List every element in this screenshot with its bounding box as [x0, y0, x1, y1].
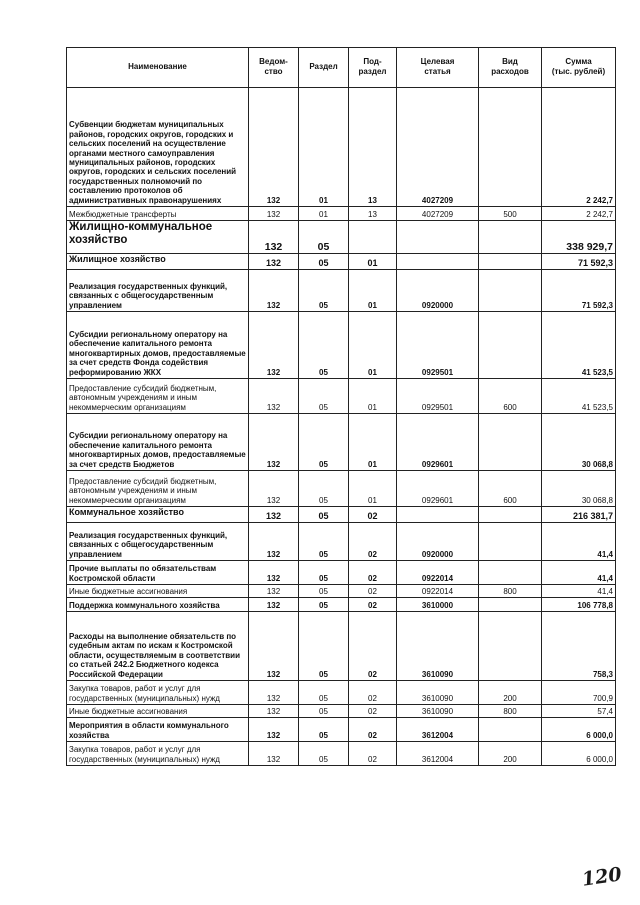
row-target: 3612004 [397, 718, 479, 742]
table-row [67, 598, 616, 612]
header-dept-line1: Ведом- [259, 57, 288, 66]
row-section: 01 [299, 88, 349, 207]
header-section: Раздел [299, 48, 349, 88]
row-section: 05 [299, 681, 349, 705]
row-amount: 700,9 [542, 681, 616, 705]
row-section: 01 [299, 207, 349, 221]
row-name: Жилищное хозяйство [67, 254, 249, 270]
row-name: Расходы на выполнение обязательств по судебным актам по искам к Костромской области, осуществляемым в соответствии со статьей 242.2 Бюджетного кодекса Российской Федерации [67, 612, 249, 681]
header-type [479, 48, 542, 88]
table-row [67, 561, 616, 585]
row-type [479, 88, 542, 207]
row-amount: 216 381,7 [542, 507, 616, 523]
row-target: 0929501 [397, 312, 479, 379]
row-type: 600 [479, 471, 542, 507]
table-row [67, 312, 616, 379]
row-dept: 132 [249, 612, 299, 681]
row-section: 05 [299, 471, 349, 507]
row-subsection: 02 [349, 598, 397, 612]
row-target: 0929601 [397, 414, 479, 471]
header-type-line2: расходов [491, 67, 529, 76]
header-dept-line2: ство [264, 67, 283, 76]
row-amount: 41,4 [542, 561, 616, 585]
table-row [67, 471, 616, 507]
table-row [67, 221, 616, 254]
row-dept: 132 [249, 221, 299, 254]
row-target: 3610090 [397, 681, 479, 705]
row-name: Субсидии региональному оператору на обеспечение капитального ремонта многоквартирных домов, предоставляемые за счет средств Фонда содействия реформированию ЖКХ [67, 312, 249, 379]
header-target-line1: Целевая [420, 57, 455, 66]
row-dept: 132 [249, 718, 299, 742]
row-amount: 6 000,0 [542, 742, 616, 766]
row-amount: 57,4 [542, 705, 616, 718]
header-subsection [349, 48, 397, 88]
row-target [397, 254, 479, 270]
table-row [67, 379, 616, 414]
row-name: Предоставление субсидий бюджетным, автономным учреждениям и иным некоммерческим организациям [67, 471, 249, 507]
row-amount: 30 068,8 [542, 471, 616, 507]
row-target: 0922014 [397, 561, 479, 585]
table-row [67, 681, 616, 705]
row-target: 3610090 [397, 705, 479, 718]
row-subsection: 02 [349, 561, 397, 585]
row-section: 05 [299, 598, 349, 612]
row-type: 200 [479, 681, 542, 705]
row-subsection: 02 [349, 718, 397, 742]
row-amount: 41,4 [542, 523, 616, 561]
row-target [397, 221, 479, 254]
table-row [67, 207, 616, 221]
budget-table [66, 47, 616, 766]
row-target [397, 507, 479, 523]
row-type: 600 [479, 379, 542, 414]
row-section: 05 [299, 585, 349, 598]
row-section: 05 [299, 312, 349, 379]
row-type [479, 561, 542, 585]
row-subsection: 01 [349, 379, 397, 414]
row-type [479, 718, 542, 742]
row-subsection: 01 [349, 414, 397, 471]
header-amount-line1: Сумма [565, 57, 592, 66]
row-type [479, 523, 542, 561]
row-section: 05 [299, 414, 349, 471]
row-dept: 132 [249, 254, 299, 270]
row-subsection: 02 [349, 612, 397, 681]
row-dept: 132 [249, 523, 299, 561]
row-dept: 132 [249, 507, 299, 523]
row-name: Иные бюджетные ассигнования [67, 705, 249, 718]
row-amount: 30 068,8 [542, 414, 616, 471]
row-section: 05 [299, 221, 349, 254]
row-dept: 132 [249, 742, 299, 766]
row-name: Закупка товаров, работ и услуг для государственных (муниципальных) нужд [67, 742, 249, 766]
row-section: 05 [299, 507, 349, 523]
row-type [479, 221, 542, 254]
table-row [67, 507, 616, 523]
row-amount: 41,4 [542, 585, 616, 598]
row-subsection: 02 [349, 681, 397, 705]
row-amount: 2 242,7 [542, 207, 616, 221]
header-name: Наименование [67, 48, 249, 88]
row-type [479, 270, 542, 312]
row-type [479, 507, 542, 523]
row-type: 500 [479, 207, 542, 221]
row-dept: 132 [249, 414, 299, 471]
row-name: Реализация государственных функций, связанных с общегосударственным управлением [67, 523, 249, 561]
table-row [67, 254, 616, 270]
row-target: 3612004 [397, 742, 479, 766]
row-dept: 132 [249, 207, 299, 221]
row-section: 05 [299, 379, 349, 414]
row-amount: 71 592,3 [542, 254, 616, 270]
row-amount: 2 242,7 [542, 88, 616, 207]
table-row [67, 742, 616, 766]
table-row [67, 705, 616, 718]
row-dept: 132 [249, 681, 299, 705]
table-row [67, 612, 616, 681]
header-dept [249, 48, 299, 88]
row-subsection: 13 [349, 207, 397, 221]
row-subsection [349, 221, 397, 254]
row-target: 0920000 [397, 523, 479, 561]
row-name: Иные бюджетные ассигнования [67, 585, 249, 598]
row-name: Предоставление субсидий бюджетным, автономным учреждениям и иным некоммерческим организациям [67, 379, 249, 414]
table-row [67, 414, 616, 471]
row-target: 0929501 [397, 379, 479, 414]
row-amount: 106 778,8 [542, 598, 616, 612]
row-name: Прочие выплаты по обязательствам Костромской области [67, 561, 249, 585]
row-type: 800 [479, 585, 542, 598]
row-dept: 132 [249, 379, 299, 414]
row-dept: 132 [249, 705, 299, 718]
row-section: 05 [299, 254, 349, 270]
row-target: 3610000 [397, 598, 479, 612]
row-amount: 758,3 [542, 612, 616, 681]
row-subsection: 01 [349, 270, 397, 312]
row-section: 05 [299, 612, 349, 681]
row-target: 4027209 [397, 88, 479, 207]
row-section: 05 [299, 718, 349, 742]
row-name: Закупка товаров, работ и услуг для государственных (муниципальных) нужд [67, 681, 249, 705]
row-target: 3610090 [397, 612, 479, 681]
header-subsection-line2: раздел [358, 67, 387, 76]
row-dept: 132 [249, 88, 299, 207]
row-section: 05 [299, 561, 349, 585]
row-amount: 71 592,3 [542, 270, 616, 312]
table-row [67, 523, 616, 561]
row-type: 800 [479, 705, 542, 718]
header-target-line2: статья [424, 67, 451, 76]
row-name: Коммунальное хозяйство [67, 507, 249, 523]
page-number: 120 [580, 863, 624, 891]
row-subsection: 13 [349, 88, 397, 207]
table-row [67, 88, 616, 207]
row-dept: 132 [249, 312, 299, 379]
row-dept: 132 [249, 598, 299, 612]
row-type [479, 598, 542, 612]
row-name: Субсидии региональному оператору на обеспечение капитального ремонта многоквартирных домов, предоставляемые за счет средств Бюджетов [67, 414, 249, 471]
row-amount: 6 000,0 [542, 718, 616, 742]
row-name: Мероприятия в области коммунального хозяйства [67, 718, 249, 742]
row-section: 05 [299, 742, 349, 766]
header-amount-line2: (тыс. рублей) [551, 67, 606, 76]
budget-sheet [66, 47, 615, 766]
row-target: 0920000 [397, 270, 479, 312]
row-section: 05 [299, 270, 349, 312]
header-target [397, 48, 479, 88]
table-header-row [67, 48, 616, 88]
row-subsection: 02 [349, 585, 397, 598]
row-subsection: 02 [349, 523, 397, 561]
table-row [67, 718, 616, 742]
row-section: 05 [299, 523, 349, 561]
row-subsection: 01 [349, 312, 397, 379]
row-amount: 41 523,5 [542, 379, 616, 414]
row-subsection: 02 [349, 742, 397, 766]
row-subsection: 02 [349, 507, 397, 523]
row-name: Поддержка коммунального хозяйства [67, 598, 249, 612]
header-amount [542, 48, 616, 88]
row-target: 4027209 [397, 207, 479, 221]
row-dept: 132 [249, 561, 299, 585]
row-type [479, 414, 542, 471]
row-type: 200 [479, 742, 542, 766]
row-type [479, 612, 542, 681]
row-target: 0929601 [397, 471, 479, 507]
header-subsection-line1: Под- [363, 57, 382, 66]
row-dept: 132 [249, 270, 299, 312]
row-type [479, 312, 542, 379]
table-row [67, 585, 616, 598]
row-name: Субвенции бюджетам муниципальных районов, городских округов, городских и сельских поселений на осуществление органами местного самоуправления муниципальных районов, городских округов, городских и сельских поселений государственных полномочий по составлению протоколов об административных правонарушениях [67, 88, 249, 207]
row-subsection: 01 [349, 471, 397, 507]
table-row [67, 270, 616, 312]
row-dept: 132 [249, 585, 299, 598]
row-subsection: 01 [349, 254, 397, 270]
row-section: 05 [299, 705, 349, 718]
header-type-line1: Вид [502, 57, 518, 66]
row-target: 0922014 [397, 585, 479, 598]
row-amount: 41 523,5 [542, 312, 616, 379]
row-amount: 338 929,7 [542, 221, 616, 254]
row-dept: 132 [249, 471, 299, 507]
row-name: Реализация государственных функций, связанных с общегосударственным управлением [67, 270, 249, 312]
row-subsection: 02 [349, 705, 397, 718]
row-name: Жилищно-коммунальное хозяйство [67, 221, 249, 254]
row-type [479, 254, 542, 270]
row-name: Межбюджетные трансферты [67, 207, 249, 221]
